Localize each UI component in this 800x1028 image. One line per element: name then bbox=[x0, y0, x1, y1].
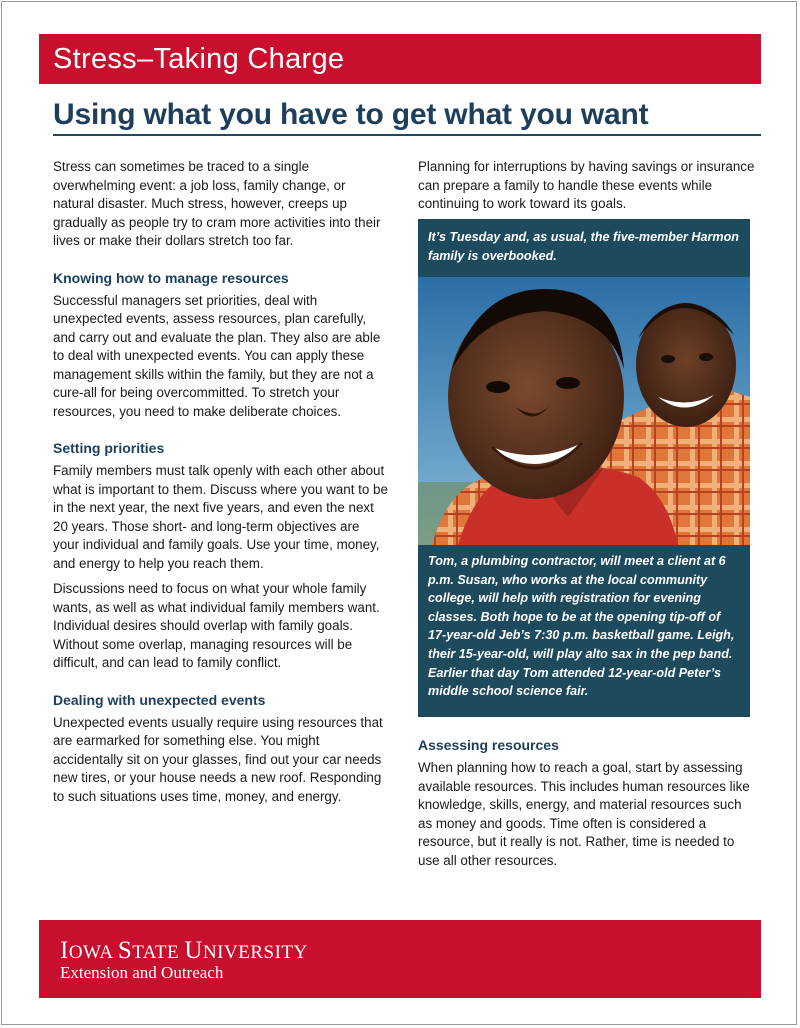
section-heading-manage: Knowing how to manage resources bbox=[53, 269, 289, 286]
assess-section bbox=[418, 736, 758, 870]
section-heading-unexpected: Dealing with unexpected events bbox=[53, 691, 266, 708]
intro-paragraph: Stress can sometimes be traced to a single overwhelming event: a job loss, family change, or natural disaster. Much stress, however, creeps up gradually as people try to cram more activities into their lives or make their dollars stretch too far. bbox=[53, 159, 381, 248]
section-heading-priorities: Setting priorities bbox=[53, 440, 165, 456]
unexpected-paragraph: Unexpected events usually require using resources that are earmarked for something else. You might accidentally sit on your glasses, find out your car needs new tires, or your house needs a new roof. Responding to such situations uses time, money, and energy. bbox=[53, 714, 383, 804]
wordmark-tate: TATE bbox=[132, 942, 185, 963]
planning-paragraph: Planning for interruptions by having savings or insurance can prepare a family to handle these events while continuing to work toward its goals. bbox=[418, 159, 755, 211]
wordmark-i: I bbox=[60, 937, 69, 964]
wordmark-u: U bbox=[184, 937, 203, 964]
left-column bbox=[53, 158, 389, 813]
family-photo-image bbox=[418, 277, 750, 545]
extension-subtitle: Extension and Outreach bbox=[60, 963, 224, 982]
footer-banner bbox=[39, 920, 761, 998]
title-rule bbox=[53, 134, 761, 136]
manage-paragraph: Successful managers set priorities, deal with unexpected events, assess resources, plan carefully, and carry out and evaluate the plan. They also are able to deal with unexpected events. You can apply these management skills within the family, but they are not a cure-all for being overcommitted. To stretch your resources, you need to make deliberate choices. bbox=[53, 292, 381, 419]
family-photo bbox=[418, 277, 750, 545]
priorities-paragraph-2: Discussions need to focus on what your whole family wants, as well as what individual family members want. Individual desires should overlap with family goals. Without some overlap, managing resources will be difficult, and can lead to family conflict. bbox=[53, 581, 380, 670]
assess-paragraph: When planning how to reach a goal, start by assessing available resources. This includes human resources like knowledge, skills, energy, and material resources such as money and goods. Time often is considered a resource, but it really is not. Rather, time is needed to use all other resources. bbox=[418, 760, 750, 868]
wordmark-owa: OWA bbox=[68, 942, 118, 963]
series-banner: Stress–Taking Charge bbox=[39, 34, 761, 84]
right-column-intro bbox=[418, 158, 758, 221]
page-title: Using what you have to get what you want bbox=[53, 98, 649, 131]
wordmark-s: S bbox=[117, 937, 133, 964]
callout-top: It’s Tuesday and, as usual, the five-member Harmon family is overbooked. bbox=[418, 219, 750, 277]
wordmark-niversity: NIVERSITY bbox=[202, 942, 308, 963]
priorities-paragraph-1: Family members must talk openly with each other about what is important to them. Discuss where you want to be in the next year, the next five years, and even the next 20 years. Those short- and long-term objectives are your individual and family goals. Use your time, money, and energy to help you reach them. bbox=[53, 463, 388, 571]
callout-bottom: Tom, a plumbing contractor, will meet a client at 6 p.m. Susan, who works at the local community college, will help with registration for evening classes. Both hope to be at the opening tip-off of 17-year-old Jeb’s 7:30 p.m. basketball game. Leigh, their 15-year-old, will play alto sax in the pep band. Earlier that day Tom attended 12-year-old Peter’s middle school science fair. bbox=[418, 545, 750, 717]
university-wordmark bbox=[60, 937, 308, 965]
section-heading-assess: Assessing resources bbox=[418, 737, 559, 753]
